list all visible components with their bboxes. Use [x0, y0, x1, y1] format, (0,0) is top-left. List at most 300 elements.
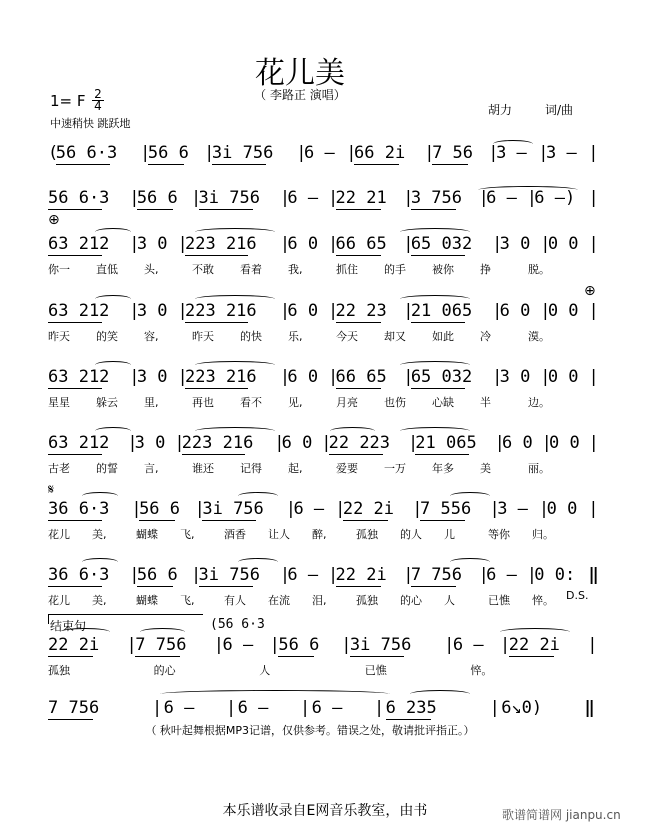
- note-group: 3 0: [134, 433, 166, 453]
- lyric-syllable: 的笑: [96, 330, 118, 343]
- bar-line: |: [374, 698, 385, 718]
- lyric-syllable: 花儿: [48, 528, 70, 541]
- beam-underline: [336, 322, 381, 323]
- bar-line: |: [538, 143, 549, 163]
- slur-arc: [410, 690, 470, 698]
- lyric-syllable: 边。: [528, 396, 550, 409]
- music-row: [48, 433, 599, 453]
- bar-line: |: [129, 367, 140, 387]
- note-group: 6 –: [311, 698, 343, 718]
- bar-line: |: [478, 188, 489, 208]
- note-group: 6 –: [287, 565, 319, 585]
- bar-line: |: [279, 234, 291, 254]
- bar-line: |: [540, 367, 551, 387]
- beam-underline: [336, 388, 381, 389]
- lyric-syllable: 起,: [288, 462, 303, 475]
- lyric-row: [48, 662, 596, 676]
- note-group: 66 65: [335, 234, 387, 254]
- bar-line: |: [526, 565, 537, 585]
- note-group: 223 216: [185, 367, 257, 387]
- beam-underline: [411, 255, 465, 256]
- slur-arc: [478, 186, 578, 194]
- lyric-syllable: 一万: [384, 462, 406, 475]
- note-group: 3i 756: [198, 565, 260, 585]
- slur-arc: [95, 228, 131, 236]
- lyric-syllable: 有人: [224, 594, 246, 607]
- beam-underline: [137, 209, 173, 210]
- lyric-syllable: 的人: [400, 528, 422, 541]
- beam-underline: [182, 454, 245, 455]
- beam-underline: [199, 209, 253, 210]
- lyric-syllable: 已憔: [364, 664, 387, 677]
- lyric-syllable: 悴。: [470, 664, 493, 677]
- time-signature: [92, 89, 104, 112]
- slur-arc: [195, 228, 275, 236]
- note-group: 6 235: [385, 698, 437, 718]
- note-group: 6 –: [486, 565, 517, 585]
- beam-underline: [48, 656, 93, 657]
- beam-underline: [336, 255, 381, 256]
- note-group: 3i 756: [211, 143, 274, 163]
- music-row: [48, 698, 596, 718]
- lyric-syllable: 看着: [240, 263, 262, 276]
- bar-line: |: [279, 301, 291, 321]
- source-footer: 本乐谱收录自E网音乐教室，由书: [222, 803, 428, 819]
- ending-bracket-line: [48, 614, 203, 615]
- lyric-syllable: 昨天: [192, 330, 214, 343]
- bar-line: |: [538, 499, 550, 519]
- note-group: 6 –: [222, 635, 254, 655]
- beam-underline: [350, 656, 404, 657]
- note-group: 7 756: [48, 698, 100, 718]
- song-title: 花儿美: [255, 56, 345, 91]
- lyric-syllable: 泪,: [312, 594, 327, 607]
- bar-line: |: [341, 635, 352, 655]
- bar-line: |: [540, 301, 551, 321]
- bar-line: |: [152, 698, 163, 718]
- lyric-syllable: 却又: [384, 330, 406, 343]
- beam-underline: [212, 164, 266, 165]
- note-group: 21 065: [415, 433, 477, 453]
- bar-line: |: [500, 635, 511, 655]
- bar-line: |: [328, 188, 339, 208]
- bar-line: |: [494, 433, 505, 453]
- bar-line: |: [588, 499, 599, 519]
- lyric-syllable: 漠。: [528, 330, 550, 343]
- bar-line: |: [403, 301, 414, 321]
- beam-underline: [415, 454, 469, 455]
- ending-label: 结束句: [50, 619, 87, 633]
- bar-line: |: [403, 234, 414, 254]
- slur-arc: [195, 295, 275, 303]
- transcriber-note: （ 秋叶起舞根据MP3记谱，仅供参考。错误之处，敬请批评指正。）: [145, 724, 475, 737]
- lyric-syllable: 再也: [192, 396, 214, 409]
- slur-arc: [95, 427, 131, 435]
- lyric-syllable: 美,: [92, 528, 107, 541]
- slur-arc: [140, 628, 185, 636]
- bar-line: |: [131, 499, 142, 519]
- note-group: 22 21: [335, 188, 387, 208]
- bar-line: |: [191, 565, 202, 585]
- note-group: 3 0: [136, 234, 168, 254]
- bar-line: |: [321, 433, 332, 453]
- beam-underline: [509, 656, 554, 657]
- beam-underline: [185, 322, 248, 323]
- slur-arc: [400, 361, 470, 369]
- author-role: 词/曲: [545, 103, 574, 117]
- bar-line: |: [279, 565, 291, 585]
- beam-underline: [48, 322, 102, 323]
- bar-line: |: [424, 143, 435, 163]
- note-group: 3 –: [497, 499, 528, 519]
- beam-underline: [202, 520, 256, 521]
- lyric-syllable: 花儿: [48, 594, 70, 607]
- bar-line: |: [191, 188, 202, 208]
- slur-arc: [238, 558, 278, 566]
- beam-underline: [432, 164, 468, 165]
- lyric-syllable: 也伤: [384, 396, 406, 409]
- note-group: 0 0: [547, 234, 579, 254]
- bar-line: |: [177, 367, 188, 387]
- slur-arc: [82, 492, 118, 500]
- bar-line: |: [296, 143, 307, 163]
- bar-line: |: [274, 433, 285, 453]
- note-group: 3i 756: [349, 635, 412, 655]
- lyric-row: [48, 460, 596, 474]
- note-group: 63 212: [48, 301, 110, 321]
- coda-mark-start: ⊕: [48, 212, 60, 228]
- note-group: 7 756: [135, 635, 187, 655]
- note-group: 6 –: [304, 143, 335, 163]
- beam-underline: [137, 586, 173, 587]
- beam-underline: [48, 388, 102, 389]
- slur-arc: [500, 628, 570, 636]
- note-group: 3i 756: [202, 499, 264, 519]
- note-group: 7 56: [432, 143, 474, 163]
- lyric-syllable: 的快: [240, 330, 262, 343]
- bar-line: |: [407, 433, 419, 453]
- lyric-syllable: 蝴蝶: [136, 594, 158, 607]
- beam-underline: [48, 719, 93, 720]
- note-group: 6 –: [163, 698, 195, 718]
- lyric-syllable: 的心: [400, 594, 422, 607]
- bar-line: |: [140, 143, 151, 163]
- note-group: 6 –: [293, 499, 325, 519]
- lyric-syllable: 脱。: [528, 263, 550, 276]
- bar-line: |: [540, 234, 551, 254]
- beam-underline: [386, 719, 431, 720]
- bar-line: |: [478, 565, 489, 585]
- lyric-syllable: 记得: [240, 462, 262, 475]
- lyric-syllable: 言,: [144, 462, 159, 475]
- lyric-syllable: 的心: [153, 664, 176, 677]
- note-group: 7 756: [410, 565, 462, 585]
- note-group: 3 0: [499, 234, 531, 254]
- bar-line: |: [492, 367, 503, 387]
- note-group: 6 0: [501, 433, 533, 453]
- slur-arc: [195, 361, 275, 369]
- bar-line: |: [588, 143, 599, 163]
- bar-line: |: [588, 433, 599, 453]
- bar-line: |: [412, 499, 423, 519]
- beam-underline: [139, 520, 175, 521]
- bar-line: |: [126, 635, 137, 655]
- bar-line: |: [127, 433, 138, 453]
- lyric-syllable: 看不: [240, 396, 262, 409]
- note-group: 3 0: [136, 301, 168, 321]
- lyric-syllable: 孤独: [356, 594, 378, 607]
- note-group: 6 0: [281, 433, 313, 453]
- bar-line: |: [129, 301, 140, 321]
- bar-line: |: [444, 635, 455, 655]
- lyric-syllable: 如此: [432, 330, 454, 343]
- bar-line: ‖: [588, 565, 599, 585]
- bar-line: |: [587, 635, 598, 655]
- note-group: 6↘0): [501, 698, 543, 718]
- slur-arc: [450, 492, 490, 500]
- lyric-syllable: 里,: [144, 396, 159, 409]
- beam-underline: [278, 656, 314, 657]
- music-row: [48, 499, 599, 519]
- note-group: 56 6: [139, 499, 181, 519]
- lyric-syllable: 蝴蝶: [136, 528, 158, 541]
- slur-arc: [400, 427, 470, 435]
- ending-bracket-tick: [48, 614, 49, 624]
- lyric-row: [48, 394, 596, 408]
- bar-line: |: [226, 698, 237, 718]
- note-group: 66 65: [335, 367, 387, 387]
- lyric-syllable: 已憔: [488, 594, 510, 607]
- note-group: 6 –: [452, 635, 484, 655]
- beam-underline: [336, 209, 381, 210]
- slur-arc: [195, 427, 275, 435]
- note-group: 63 212: [48, 234, 110, 254]
- lyric-syllable: 乐,: [288, 330, 303, 343]
- bar-line: |: [588, 367, 599, 387]
- music-row: [48, 565, 599, 585]
- note-group: 36 6·3: [48, 499, 110, 519]
- note-group: 22 2i: [508, 635, 560, 655]
- note-group: 56 6: [278, 635, 320, 655]
- note-group: 6 –): [534, 188, 576, 208]
- lyric-syllable: 心缺: [432, 396, 454, 409]
- site-watermark: 歌谱简谱网 jianpu.cn: [502, 808, 621, 822]
- lyric-syllable: 人: [444, 594, 455, 607]
- key-signature: 1= F: [50, 92, 86, 110]
- note-group: 3 –: [496, 143, 527, 163]
- bar-line: |: [279, 367, 291, 387]
- lyric-syllable: 容,: [144, 330, 159, 343]
- bar-line: |: [174, 433, 185, 453]
- bar-line: |: [129, 565, 140, 585]
- beam-underline: [185, 255, 248, 256]
- beam-underline: [343, 520, 388, 521]
- lyric-syllable: 年多: [432, 462, 454, 475]
- lyric-syllable: 被你: [432, 263, 454, 276]
- lyric-syllable: 你一: [48, 263, 70, 276]
- lyric-syllable: 人: [259, 664, 271, 677]
- bar-line: |: [588, 234, 599, 254]
- note-group: 22 223: [328, 433, 391, 453]
- bar-line: |: [526, 188, 537, 208]
- note-group: 22 2i: [48, 635, 100, 655]
- bar-line: |: [328, 565, 339, 585]
- note-group: 65 032: [410, 234, 473, 254]
- note-group: 6 0: [287, 234, 319, 254]
- note-group: 223 216: [181, 433, 254, 453]
- bar-line: |: [492, 301, 503, 321]
- beam-underline: [420, 520, 465, 521]
- bar-line: |: [129, 188, 140, 208]
- bar-line: |: [328, 367, 339, 387]
- note-group: 63 212: [48, 367, 110, 387]
- lyric-syllable: 不敢: [192, 263, 214, 276]
- bar-line: |: [194, 499, 205, 519]
- beam-underline: [411, 388, 465, 389]
- lyric-syllable: 飞,: [180, 594, 195, 607]
- bar-line: |: [488, 143, 499, 163]
- note-group: 6 –: [287, 188, 319, 208]
- music-row: [48, 234, 599, 254]
- bar-line: |: [492, 234, 503, 254]
- beam-underline: [411, 586, 456, 587]
- bar-line: |: [403, 565, 414, 585]
- bar-line: ‖: [584, 698, 595, 718]
- lyric-syllable: 孤独: [356, 528, 378, 541]
- beam-underline: [48, 586, 102, 587]
- note-group: 223 216: [185, 301, 257, 321]
- lyric-syllable: 美: [480, 462, 491, 475]
- bar-line: |: [403, 367, 414, 387]
- beam-underline: [48, 520, 102, 521]
- beam-underline: [135, 656, 180, 657]
- lyric-syllable: 爱要: [336, 462, 358, 475]
- note-group: 6 –: [486, 188, 517, 208]
- lyric-syllable: 酒香: [224, 528, 246, 541]
- beam-underline: [411, 322, 465, 323]
- lyric-row: [48, 328, 596, 342]
- coda-mark-jump: ⊕: [584, 283, 596, 299]
- lyric-syllable: 孤独: [48, 664, 70, 677]
- lyric-syllable: 在流: [268, 594, 290, 607]
- note-group: 0 0: [546, 499, 578, 519]
- lyric-syllable: 我,: [288, 263, 303, 276]
- bar-line: |: [177, 234, 188, 254]
- slur-arc: [450, 558, 490, 566]
- beam-underline: [48, 255, 102, 256]
- bar-line: |: [489, 698, 500, 718]
- lyric-syllable: 让人: [268, 528, 290, 541]
- lyric-syllable: 躲云: [96, 396, 118, 409]
- slur-arc: [238, 492, 278, 500]
- note-group: 56 6: [136, 188, 178, 208]
- bar-line: |: [285, 499, 296, 519]
- tempo-marking: 中速稍快 跳跃地: [50, 117, 131, 130]
- lyric-syllable: 月亮: [336, 396, 358, 409]
- lyric-syllable: 悴。: [532, 594, 554, 607]
- lyric-syllable: 直低: [96, 263, 118, 276]
- slur-arc: [400, 228, 470, 236]
- lyric-syllable: 挣: [480, 263, 491, 276]
- segno-mark: 𝄋: [48, 482, 55, 498]
- note-group: 0 0: [547, 301, 579, 321]
- beam-underline: [48, 209, 102, 210]
- note-group: 0 0: [547, 367, 579, 387]
- time-sig-bottom: 4: [92, 100, 104, 112]
- lyric-row: [48, 592, 596, 606]
- lyric-syllable: 谁还: [192, 462, 214, 475]
- bar-line: |: [300, 698, 311, 718]
- beam-underline: [336, 586, 381, 587]
- author-name: 胡力: [488, 103, 513, 117]
- slur-arc: [330, 427, 375, 435]
- beam-underline: [48, 454, 102, 455]
- note-group: 3i 756: [198, 188, 260, 208]
- note-group: 56 6: [136, 565, 178, 585]
- lyric-syllable: 古老: [48, 462, 70, 475]
- note-group: 3 0: [136, 367, 168, 387]
- ds-marking: D.S.: [566, 589, 589, 602]
- note-group: 21 065: [410, 301, 473, 321]
- lyric-syllable: 归。: [532, 528, 554, 541]
- lyric-syllable: 见,: [288, 396, 303, 409]
- time-sig-top: 2: [94, 87, 102, 101]
- note-group: 0 0:: [534, 565, 576, 585]
- note-group: 22 23: [335, 301, 387, 321]
- ending-bracket-notes: (56 6·3: [210, 617, 265, 632]
- lyric-syllable: 美,: [92, 594, 107, 607]
- bar-line: |: [335, 499, 346, 519]
- beam-underline: [56, 164, 110, 165]
- bar-line: |: [346, 143, 357, 163]
- note-group: 6 –: [237, 698, 269, 718]
- music-row: [48, 635, 596, 655]
- lyric-syllable: 的手: [384, 263, 406, 276]
- bar-line: |: [489, 499, 500, 519]
- lyric-syllable: 半: [480, 396, 491, 409]
- note-group: 7 556: [420, 499, 472, 519]
- note-group: 3 0: [499, 367, 531, 387]
- lyric-syllable: 昨天: [48, 330, 70, 343]
- beam-underline: [354, 164, 399, 165]
- bar-line: |: [204, 143, 215, 163]
- bar-line: |: [588, 301, 599, 321]
- note-group: 22 2i: [335, 565, 387, 585]
- slur-arc: [160, 690, 390, 698]
- lyric-syllable: 的誓: [96, 462, 118, 475]
- bar-line: |: [328, 234, 339, 254]
- note-group: 56 6: [147, 143, 189, 163]
- lyric-syllable: 抓住: [336, 263, 358, 276]
- singer-credit: （ 李路正 演唱）: [254, 88, 346, 102]
- bar-line: |: [541, 433, 552, 453]
- note-group: 56 6·3: [48, 188, 110, 208]
- music-row: [48, 367, 599, 387]
- note-group: 56 6·3: [55, 143, 118, 163]
- beam-underline: [411, 209, 456, 210]
- bar-line: |: [213, 635, 225, 655]
- lyric-row: [48, 526, 596, 540]
- bar-line: |: [269, 635, 280, 655]
- note-group: 3 756: [410, 188, 462, 208]
- slur-arc: [95, 295, 131, 303]
- lyric-syllable: 等你: [488, 528, 510, 541]
- note-group: 63 212: [48, 433, 110, 453]
- note-group: 22 2i: [342, 499, 395, 519]
- slur-arc: [82, 558, 118, 566]
- note-group: 65 032: [410, 367, 473, 387]
- note-group: 66 2i: [354, 143, 406, 163]
